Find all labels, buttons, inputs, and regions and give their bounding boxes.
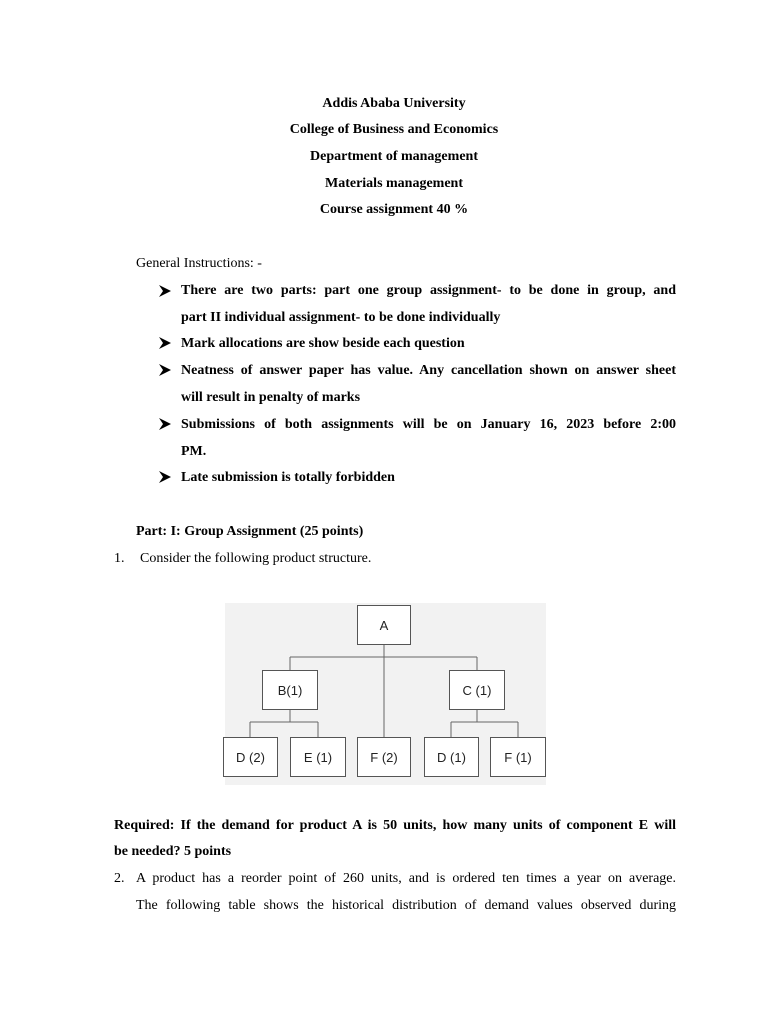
required-line-1: Required: If the demand for product A is 50 units, how many units of component E will <box>114 818 676 833</box>
question-2-line-1: A product has a reorder point of 260 units, and is ordered ten times a year on average. <box>136 871 676 886</box>
question-2-line-2: The following table shows the historical distribution of demand values observed during <box>136 898 676 913</box>
diagram-node-f2: F (2) <box>357 737 411 777</box>
question-2-number: 2. <box>114 871 125 886</box>
part-1-title: Part: I: Group Assignment (25 points) <box>136 524 364 539</box>
instructions-title: General Instructions: - <box>136 256 262 271</box>
question-1-number: 1. <box>114 551 125 566</box>
diagram-node-c: C (1) <box>449 670 505 710</box>
instruction-item-1-line-2: part II individual assignment- to be done individually <box>181 310 501 325</box>
assignment-weight: Course assignment 40 % <box>319 202 469 217</box>
instruction-item-3-line-1: Neatness of answer paper has value. Any cancellation shown on answer sheet <box>181 363 676 378</box>
course-name: Materials management <box>324 176 464 191</box>
instruction-item-4-line-2: PM. <box>181 444 207 459</box>
instruction-item-2-line-1: Mark allocations are show beside each question <box>181 336 465 351</box>
instruction-item-5-line-1: Late submission is totally forbidden <box>181 470 395 485</box>
college-name: College of Business and Economics <box>289 122 499 137</box>
diagram-node-b: B(1) <box>262 670 318 710</box>
instruction-item-1-line-1: There are two parts: part one group assignment- to be done in group, and <box>181 283 676 298</box>
diagram-node-f1: F (1) <box>490 737 546 777</box>
required-line-2: be needed? 5 points <box>114 844 232 859</box>
department-name: Department of management <box>310 149 478 164</box>
instruction-item-3-line-2: will result in penalty of marks <box>181 390 361 405</box>
diagram-node-e1: E (1) <box>290 737 346 777</box>
diagram-node-a: A <box>357 605 411 645</box>
diagram-node-d1: D (1) <box>424 737 479 777</box>
diagram-node-d2: D (2) <box>223 737 278 777</box>
university-name: Addis Ababa University <box>322 96 466 111</box>
instruction-item-4-line-1: Submissions of both assignments will be on January 16, 2023 before 2:00 <box>181 417 676 432</box>
question-1-text: Consider the following product structure. <box>140 551 372 566</box>
